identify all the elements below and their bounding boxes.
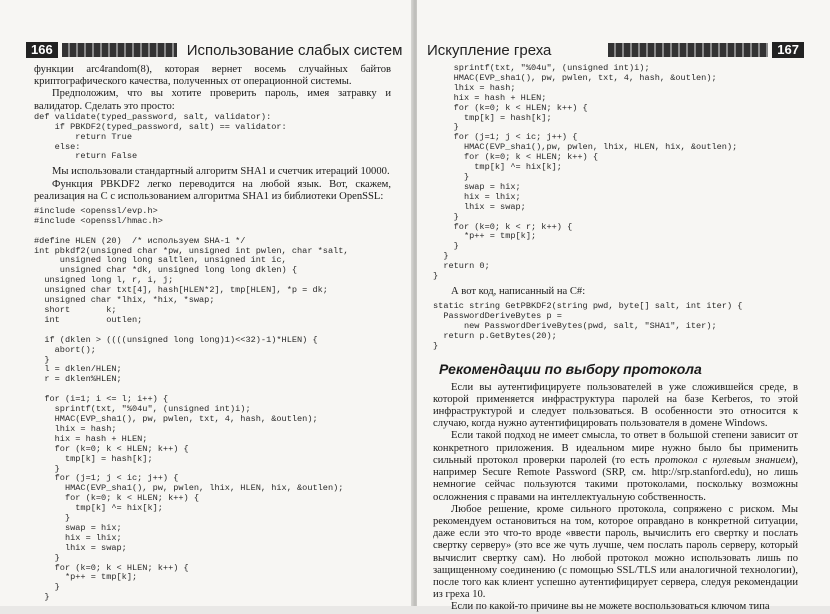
paragraph: функции arc4random(8), которая вернет восемь случайных байтов криптографического качества, полученных от операционной системы. — [34, 64, 391, 88]
header-stripe-decoration — [608, 43, 768, 57]
emphasized-term: протокол с нулевым знанием — [654, 454, 792, 466]
left-page — [0, 0, 413, 606]
running-title: Искупление греха — [427, 41, 552, 59]
paragraph: Если вы аутентифицируете пользователей в уже сложившейся среде, в которой применяется инфраструктура паролей на базе Kerberos, то этой инфраструктурой и следует пользоваться. В особенности это относится к случаю, когда нужно аутентифицировать пользователя в домене Windows. — [433, 381, 798, 430]
left-page-content — [34, 64, 391, 603]
paragraph-text: Если такой подход не имеет смысла, то ответ в большой степени зависит от конкретного приложения. В идеальном мире нужно было бы применить сильный протокол проверки паролей (то есть — [433, 430, 798, 466]
paragraph: Мы использовали стандартный алгоритм SHA1 и счетчик итераций 10000. — [52, 166, 390, 178]
paragraph: А вот код, написанный на C#: — [451, 285, 586, 297]
code-listing: sprintf(txt, "%04u", (unsigned int)i); HMAC(EVP_sha1(), pw, pwlen, txt, 4, hash, &outlen); lhix = hash; hix = hash + HLEN; for (k=0; k < HLEN; k++) { tmp[k] = hash[k]; } for (j=1; j < ic; j++) { HMAC(EVP_sha1(),pw, pwlen, lhix, HLEN, hix, &outlen); for (k=0; k < HLEN; k++) { tmp[k] ^= hix[k]; } swap = hix; hix = lhix; lhix = swap; } for (k=0; k < r; k++) { *p++ = tmp[k]; } } return 0; } — [433, 63, 738, 282]
paragraph: Если по какой-то причине вы не можете воспользоваться ключом типа — [451, 601, 770, 613]
section-heading: Рекомендации по выбору протокола — [439, 360, 702, 377]
paragraph — [433, 430, 798, 503]
page-number: 167 — [772, 42, 804, 58]
paragraph: Любое решение, кроме сильного протокола, сопряжено с риском. Мы рекомендуем остановиться на том, которое оправдано в конкретной ситуации, даже если это что-то вроде «ввести пароль, вычислить его свертку и послать свертку серверу» (это все же чуть лучше, чем послать пароль серверу, который вычислит свертку сам). Но любой протокол можно использовать лишь по защищенному соединению (с помощью SSL/TLS или аналогичной технологии), после того как клиент успешно аутентифицирует сервера, следуя рекомендации из греха 10. — [433, 503, 798, 601]
paragraph: Функция PBKDF2 легко переводится на любой язык. Вот, скажем, реализация на C с использованием алгоритма SHA1 из библиотеки OpenSSL: — [34, 178, 391, 202]
page-number: 166 — [26, 42, 58, 58]
right-page-header — [427, 42, 804, 58]
right-page — [417, 0, 830, 613]
running-title: Использование слабых систем — [186, 41, 403, 59]
code-listing: #include <openssl/evp.h> #include <openssl/hmac.h> #define HLEN (20) /* используем SHA-1 */ int pbkdf2(unsigned char *pw, unsigned int pwlen, char *salt, unsigned long long saltlen, unsigned int ic, unsigned char *dk, unsigned long long dklen) { unsigned long l, r, i, j; unsigned char txt[4], hash[HLEN*2], tmp[HLEN], *p = dk; unsigned char *lhix, *hix, *swap; short k; int outlen; if (dklen > ((((unsigned long long)1)<<32)-1)*HLEN) { abort(); } l = dklen/HLEN; r = dklen%HLEN; for (i=1; i <= l; i++) { sprintf(txt, "%04u", (unsigned int)i); HMAC(EVP_sha1(), pw, pwlen, txt, 4, hash, &outlen); lhix = hash; hix = hash + HLEN; for (k=0; k < HLEN; k++) { tmp[k] = hash[k]; } for (j=1; j < ic; j++) { HMAC(EVP_sha1(), pw, pwlen, lhix, HLEN, hix, &outlen); for (k=0; k < HLEN; k++) { tmp[k] ^= hix[k]; } swap = hix; hix = lhix; lhix = swap; } for (k=0; k < HLEN; k++) { *p++ = tmp[k]; } } — [34, 205, 349, 603]
right-page-content — [433, 64, 798, 614]
code-listing: def validate(typed_password, salt, validator): if PBKDF2(typed_password, salt) == validator: return True else: return False — [34, 111, 287, 162]
paragraph-text: ), например Secure Remote Password (SRP, см. http://srp.stanford.edu), но лишь немногие сейчас пользуются такими протоколами, поскольку возможны осложнения с правами на интеллектуальную собственность. — [433, 454, 799, 503]
header-stripe-decoration — [62, 43, 177, 57]
left-page-header — [26, 41, 403, 59]
paragraph: Предположим, что вы хотите проверить пароль, имея затравку и валидатор. Сделать это просто: — [34, 88, 391, 112]
code-listing: static string GetPBKDF2(string pwd, byte[] salt, int iter) { PasswordDeriveBytes p = new PasswordDeriveBytes(pwd, salt, "SHA1", iter); return p.GetBytes(20); } — [433, 301, 743, 351]
